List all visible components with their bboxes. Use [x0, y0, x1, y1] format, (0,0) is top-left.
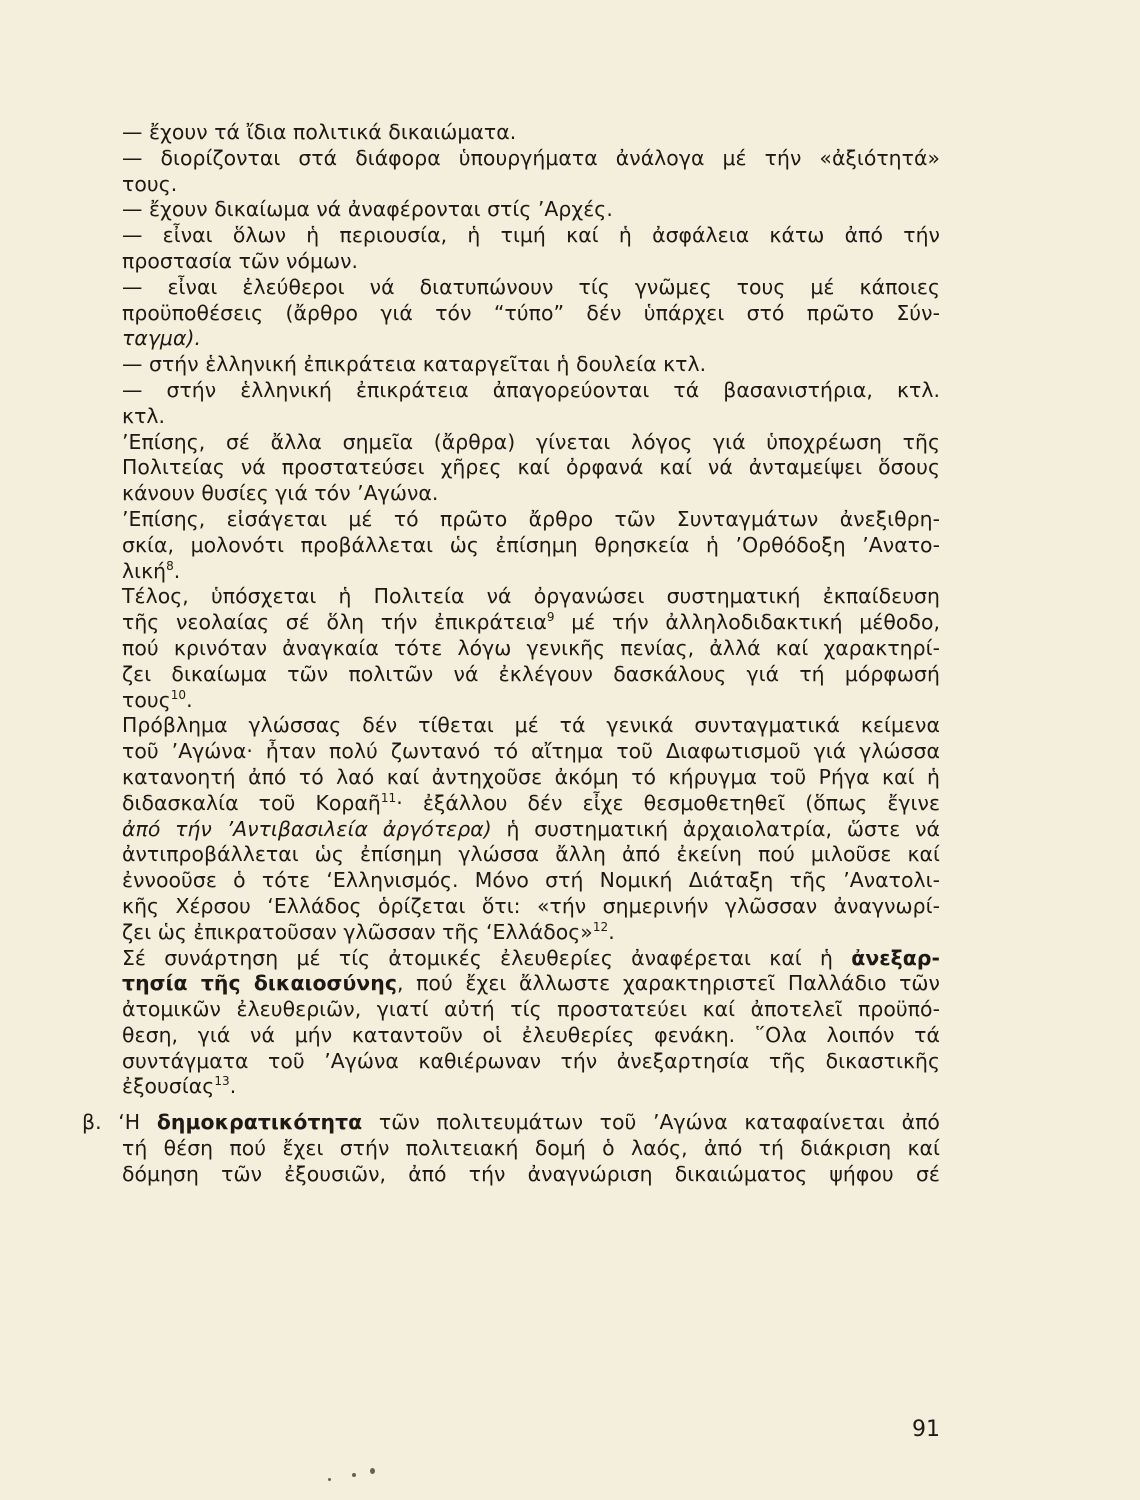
- body-text: [82, 120, 941, 1188]
- paragraph-line: [122, 584, 940, 610]
- text-line: Πολιτείας νά προστατεύσει χῆρες καί ὀρφανά καί νά ἀνταμείψει ὅσους: [122, 455, 940, 480]
- print-speck: [352, 1473, 356, 1477]
- paragraph-line: [122, 1136, 940, 1162]
- footnote-ref: 9: [546, 610, 555, 625]
- paragraph-line: [122, 842, 940, 868]
- text-line: Τέλος, ὑπόσχεται ἡ Πολιτεία νά ὀργανώσει συστηματική ἐκπαίδευση: [122, 584, 940, 609]
- paragraph-line: [122, 894, 940, 920]
- paragraph-line: [122, 455, 940, 481]
- text-bold: τησία τῆς δικαιοσύνης: [122, 971, 397, 996]
- text-line: — ἔχουν δικαίωμα νά ἀναφέρονται στίς ’Αρχές.: [122, 197, 613, 222]
- print-speck: [370, 1468, 375, 1474]
- text-line: ’Επίσης, εἰσάγεται μέ τό πρῶτο ἄρθρο τῶν Συνταγμάτων ἀνεξιθρη-: [122, 506, 940, 531]
- paragraph-line: [122, 765, 940, 791]
- footnote-ref: 11: [380, 790, 397, 805]
- footnote-ref: 12: [592, 919, 609, 934]
- text-line: ζει δικαίωμα τῶν πολιτῶν νά ἐκλέγουν δασκάλους γιά τή μόρφωσή: [122, 661, 940, 686]
- text-line: ἀντιπροβάλλεται ὡς ἐπίσημη γλώσσα ἄλλη ἀπό ἐκείνη πού μιλοῦσε καί: [122, 842, 940, 867]
- text-line: κατανοητή ἀπό τό λαό καί ἀντηχοῦσε ἀκόμη τό κήρυγμα τοῦ Ρήγα καί ἡ: [122, 764, 940, 789]
- text-line: Σέ συνάρτηση μέ τίς ἀτομικές ἐλευθερίες ἀναφέρεται καί ἡ: [122, 945, 833, 970]
- section-line: [82, 1110, 940, 1136]
- paragraph-line: [122, 662, 940, 688]
- paragraph-line: [122, 971, 940, 997]
- paragraph-line: [122, 1049, 940, 1075]
- text-line: τῆς νεολαίας σέ ὅλη τήν ἐπικράτεια: [122, 610, 547, 635]
- text-line: προϋποθέσεις (ἄρθρο γιά τόν “τύπο” δέν ὑπάρχει στό πρῶτο Σύν-: [122, 300, 940, 325]
- paragraph-line: [122, 533, 940, 559]
- paragraph-line: [122, 817, 940, 843]
- footnote-ref: 10: [170, 687, 187, 702]
- paragraph-line: τους$^{10}$.: [122, 687, 193, 712]
- paragraph-line: [122, 430, 940, 456]
- footnote-ref: 13: [214, 1074, 230, 1089]
- list-item: [122, 223, 940, 249]
- text-italic: ἀπό τήν ’Αντιβασιλεία ἀργότερα): [122, 816, 492, 841]
- paragraph-line: [122, 1023, 940, 1049]
- footnote-ref: 8: [166, 558, 174, 573]
- paragraph-line: ἐξουσίας$^{13}$.: [122, 1074, 237, 1099]
- print-speck: [328, 1478, 331, 1481]
- text-line: σκία, μολονότι προβάλλεται ὡς ἐπίσημη θρησκεία ἡ ’Ορθόδοξη ’Ανατο-: [122, 532, 940, 557]
- text-line: — εἶναι ἐλεύθεροι νά διατυπώνουν τίς γνῶμες τους μέ κάποιες: [122, 274, 940, 299]
- paragraph-line: λική$^8$.: [122, 558, 181, 583]
- text-line: πού κρινόταν ἀναγκαία τότε λόγω γενικῆς πενίας, ἀλλά καί χαρακτηρί-: [122, 635, 940, 660]
- text-line: τοῦ ’Αγώνα· ἦταν πολύ ζωντανό τό αἴτημα τοῦ Διαφωτισμοῦ γιά γλώσσα: [122, 739, 940, 764]
- text-line: [122, 326, 940, 352]
- text-italic: ταγμα).: [122, 326, 201, 351]
- text-line: ἐννοοῦσε ὁ τότε ‘Ελληνισμός. Μόνο στή Νομική Διάταξη τῆς ’Ανατολι-: [122, 868, 940, 893]
- text-line: , πού ἔχει ἄλλωστε χαρακτηριστεῖ Παλλάδιο τῶν: [396, 971, 940, 996]
- text-line: λική: [122, 558, 167, 583]
- text-line: θεση, γιά νά μήν καταντοῦν οἱ ἐλευθερίες φενάκη. ῞Ολα λοιπόν τά: [122, 1022, 940, 1047]
- text-line: ζει ὡς ἐπικρατοῦσαν γλῶσσαν τῆς ‘Ελλάδος»: [122, 919, 593, 944]
- paragraph-line: [122, 1162, 940, 1188]
- paragraph-line: [122, 791, 940, 817]
- paragraph-line: [122, 997, 940, 1023]
- text-line: — εἶναι ὅλων ἡ περιουσία, ἡ τιμή καί ἡ ἀσφάλεια κάτω ἀπό τήν: [122, 223, 940, 248]
- paragraph-line: [122, 868, 940, 894]
- page-number: 91: [912, 1417, 940, 1442]
- text-line: · ἐξάλλου δέν εἶχε θεσμοθετηθεῖ (ὅπως ἔγινε: [396, 790, 941, 815]
- text-line: Πρόβλημα γλώσσας δέν τίθεται μέ τά γενικά συνταγματικά κείμενα: [122, 713, 940, 738]
- text-line: τῶν πολιτευμάτων τοῦ ’Αγώνα καταφαίνεται ἀπό: [378, 1110, 940, 1135]
- section-marker: β.: [82, 1110, 102, 1135]
- paragraph-line: [122, 507, 940, 533]
- text-line: τους.: [122, 171, 178, 196]
- list-item: [122, 275, 940, 301]
- text-line: ‘Η: [118, 1110, 141, 1135]
- text-line: ἀτομικῶν ἐλευθεριῶν, γιατί αὐτή τίς προστατεύει καί ἀποτελεῖ προϋπό-: [122, 997, 940, 1022]
- paragraph-line: [122, 636, 940, 662]
- text-line: κῆς Χέρσου ‘Ελλάδος ὁρίζεται ὅτι: «τήν σημερινήν γλῶσσαν ἀναγνωρί-: [122, 893, 940, 918]
- text-line: δόμηση τῶν ἐξουσιῶν, ἀπό τήν ἀναγνώριση δικαιώματος ψήφου σέ: [122, 1161, 940, 1186]
- text-line: τή θέση πού ἔχει στήν πολιτειακή δομή ὁ λαός, ἀπό τή διάκριση καί: [122, 1136, 940, 1161]
- text-line: — στήν ἑλληνική ἐπικράτεια καταργεῖται ἡ δουλεία κτλ.: [122, 352, 707, 377]
- paragraph-line: [122, 946, 940, 972]
- paragraph-line: [122, 739, 940, 765]
- text-line: προστασία τῶν νόμων.: [122, 248, 359, 273]
- paragraph-line: [122, 610, 940, 636]
- text-line: κτλ.: [122, 403, 166, 428]
- list-item: [122, 378, 940, 404]
- text-line: τους: [122, 687, 171, 712]
- paragraph-line: [122, 713, 940, 739]
- list-item: [122, 120, 940, 146]
- list-item: [122, 352, 940, 378]
- paragraph-line: κάνουν θυσίες γιά τόν ’Αγώνα.: [122, 481, 439, 506]
- text-line: μέ τήν ἀλληλοδιδακτική μέθοδο,: [571, 610, 940, 635]
- text-bold: ἀνεξαρ-: [851, 945, 940, 970]
- text-line: ἐξουσίας: [122, 1074, 215, 1099]
- text-line: διδασκαλία τοῦ Κοραῆ: [122, 790, 381, 815]
- text-line: συντάγματα τοῦ ’Αγώνα καθιέρωναν τήν ἀνεξαρτησία τῆς δικαστικῆς: [122, 1048, 940, 1073]
- text-line: — διορίζονται στά διάφορα ὑπουργήματα ἀνάλογα μέ τήν «ἀξιότητά»: [122, 145, 940, 170]
- text-bold: δημοκρατικότητα: [156, 1110, 363, 1135]
- text-line: — ἔχουν τά ἴδια πολιτικά δικαιώματα.: [122, 120, 517, 144]
- text-line: — στήν ἑλληνική ἐπικράτεια ἀπαγορεύονται τά βασανιστήρια, κτλ.: [122, 377, 940, 402]
- list-item: [122, 197, 940, 223]
- text-line: ἡ συστηματική ἀρχαιολατρία, ὥστε νά: [506, 816, 940, 841]
- text-line: [122, 301, 940, 327]
- list-item: [122, 146, 940, 172]
- paragraph-line: ζει ὡς ἐπικρατοῦσαν γλῶσσαν τῆς ‘Ελλάδος»$^{12}$.: [122, 919, 615, 944]
- text-line: ’Επίσης, σέ ἄλλα σημεῖα (ἄρθρα) γίνεται λόγος γιά ὑποχρέωση τῆς: [122, 429, 940, 454]
